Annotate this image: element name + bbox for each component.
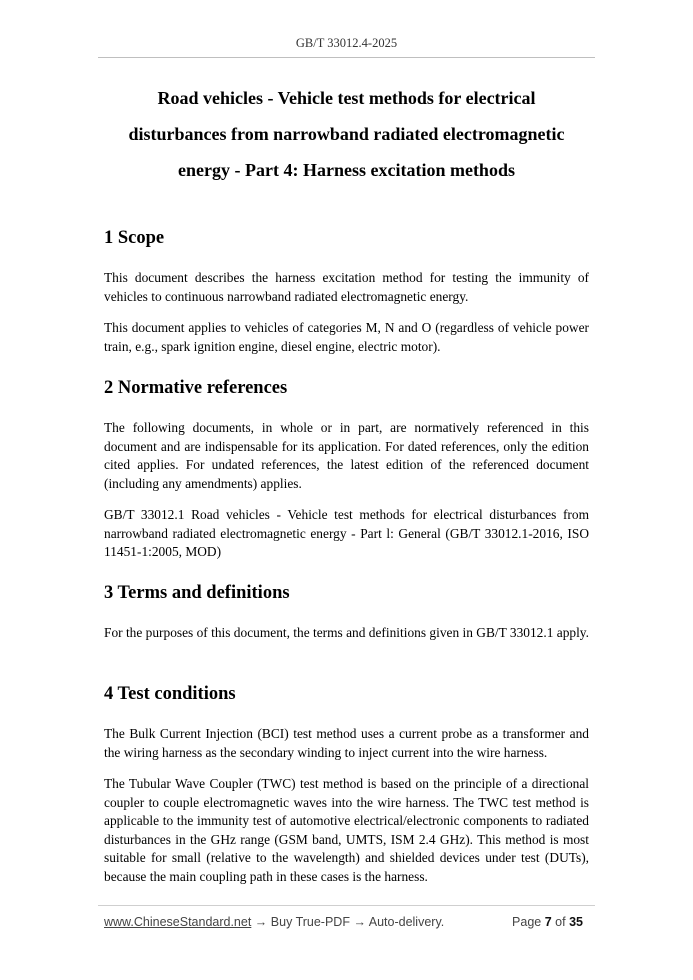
paragraph: The Bulk Current Injection (BCI) test method uses a current probe as a transformer and the wiring harness as the secondary winding to inject current into the wire harness. — [104, 726, 589, 760]
paragraph: The Tubular Wave Coupler (TWC) test method is based on the principle of a directional coupler to couple electromagnetic waves into the wire harness. The TWC test method is applicable to the immunity test of automotive electrical/electronic components to radiated disturbances in the GHz range (GSM band, UMTS, ISM 2.4 GHz). This method is most suitable for small (relative to the wavelength) and shielded devices under test (DUTs), because the main coupling path in these cases is the harness. — [104, 776, 589, 884]
arrow-icon: → — [254, 915, 268, 929]
arrow-icon: → — [353, 915, 366, 929]
page-of: of — [555, 915, 566, 929]
title-line: energy - Part 4: Harness excitation methods — [178, 160, 515, 180]
section-normative-references — [104, 376, 589, 562]
page-current: 7 — [544, 915, 552, 929]
delivery-text: Auto-delivery. — [368, 915, 445, 929]
page-number — [512, 915, 583, 929]
paragraph: The following documents, in whole or in part, are normatively referenced in this document and are indispensable for its application. For dated references, only the edition cited applies. For undated references, the latest edition of the referenced document (including any amendments) applies. — [104, 420, 589, 491]
paragraph: This document applies to vehicles of categories M, N and O (regardless of vehicle power train, e.g., spark ignition engine, diesel engine, electric motor). — [104, 320, 589, 354]
section-scope — [104, 226, 589, 356]
section-heading: 2 Normative references — [104, 378, 288, 398]
section-test-conditions — [104, 682, 589, 886]
paragraph: GB/T 33012.1 Road vehicles - Vehicle test methods for electrical disturbances from narrowband radiated electromagnetic energy - Part l: General (GB/T 33012.1-2016, ISO 11451-1:2005, MOD) — [104, 507, 589, 559]
site-link[interactable]: www.ChineseStandard.net — [104, 915, 252, 929]
section-heading: 1 Scope — [104, 228, 165, 248]
document-title — [104, 80, 589, 188]
page-total: 35 — [569, 915, 583, 929]
title-line: Road vehicles - Vehicle test methods for electrical — [157, 88, 536, 108]
header-divider — [98, 57, 595, 58]
page-label: Page — [512, 915, 542, 929]
document-code: GB/T 33012.4-2025 — [295, 36, 398, 50]
section-heading: 3 Terms and definitions — [104, 583, 290, 603]
footer-promo — [104, 915, 444, 929]
paragraph: For the purposes of this document, the terms and definitions given in GB/T 33012.1 apply. — [104, 625, 589, 640]
section-heading: 4 Test conditions — [104, 684, 236, 704]
buy-text: Buy True-PDF — [270, 915, 350, 929]
title-line: disturbances from narrowband radiated electromagnetic — [128, 124, 565, 144]
section-terms-definitions — [104, 581, 589, 643]
paragraph: This document describes the harness excitation method for testing the immunity of vehicles to continuous narrowband radiated electromagnetic energy. — [104, 270, 589, 304]
footer-divider — [98, 905, 595, 906]
